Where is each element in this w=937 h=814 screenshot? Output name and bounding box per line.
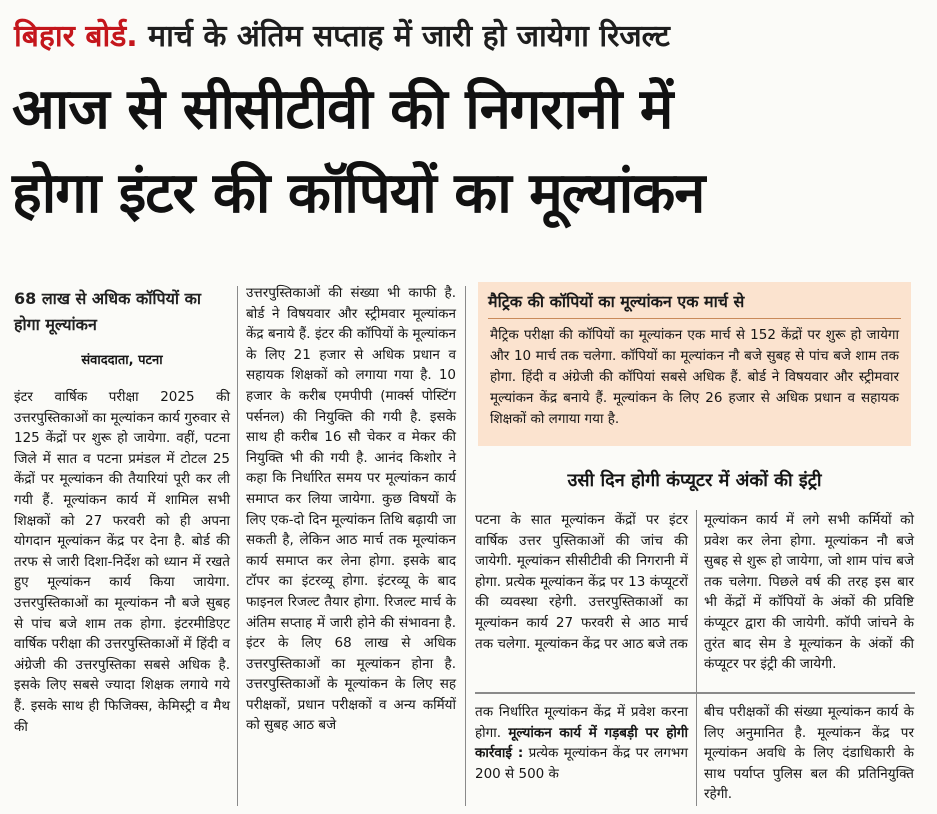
matric-highlight-box: [478, 282, 911, 446]
computer-col-left: [475, 510, 688, 654]
computer-col-right: [704, 510, 914, 675]
matric-box-title: मैट्रिक की कॉपियों का मूल्यांकन एक मार्च से: [488, 290, 901, 319]
byline: संवाददाता, पटना: [81, 353, 163, 368]
second-column-text: उत्तरपुस्तिकाओं की संख्या भी काफी है. बोर्ड ने विषयवार और स्ट्रीमवार मूल्यांकन केंद्र बनाये हैं. इंटर की कॉपियों के मूल्यांकन के लिए 21 हजार से अधिक प्रधान व सहायक शिक्षकों को लगाया गया है. 10 हजार के करीब एमपीपी (मार्क्स पोस्टिंग पर्सनल) की नियुक्ति की गयी है. इसके साथ ही करीब 16 सौ चेकर व मेकर की नियुक्ति भी की गयी है. आनंद किशोर ने कहा कि निर्धारित समय पर मूल्यांकन कार्य समाप्त कर लिया जायेगा. कुछ विषयों के लिए एक-दो दिन मूल्यांकन तिथि बढ़ायी जा सकती है, लेकिन आठ मार्च तक मूल्यांकन कार्य समाप्त कर लेना होगा. इसके बाद टॉपर का इंटरव्यू होगा. इंटरव्यू के बाद फाइनल रिजल्ट तैयार होगा. रिजल्ट मार्च के अंतिम सप्ताह में जारी होने की संभावना है. इंटर के लिए 68 लाख से अधिक उत्तरपुस्तिकाओं का मूल्यांकन होना है. उत्तरपुस्तिकाओं के मूल्यांकन के लिए सह परीक्षकों, प्रधान परीक्षकों व अन्य कर्मियों को सुबह आठ बजे: [246, 285, 456, 734]
column-divider-2: [465, 286, 466, 806]
headline-line-2: होगा इंटर की कॉपियों का मूल्यांकन: [12, 161, 705, 226]
left-subhead: 68 लाख से अधिक कॉपियों का होगा मूल्यांकन: [14, 289, 202, 334]
left-column-body: [14, 387, 230, 737]
computer-col-right-text: मूल्यांकन कार्य में लगे सभी कर्मियों को प्रवेश कर लेना होगा. मूल्यांकन नौ बजे सुबह से शुरू हो जायेगा, जो शाम पांच बजे तक चलेगा. पिछले वर्ष की तरह इस बार भी केंद्रों में कॉपियों के अंकों की प्रविष्टि कंप्यूटर द्वारा की जायेगी. कॉपी जांचने के तुरंत बाद सेम डे मूल्यांकन के अंकों की कंप्यूटर पर इंट्री की जायेगी.: [704, 512, 914, 673]
matric-box-body: मैट्रिक परीक्षा की कॉपियों का मूल्यांकन एक मार्च से 152 केंद्रों पर शुरू हो जायेगा और 10 मार्च तक चलेगा. कॉपियों का मूल्यांकन नौ बजे सुबह से पांच बजे शाम तक होगा. हिंदी व अंग्रेजी की कॉपियां सबसे अधिक हैं. बोर्ड ने विषयवार और स्ट्रीमवार मूल्यांकन केंद्र बनाये हैं. मूल्यांकन के लिए 26 हजार से अधिक प्रधान व सहायक शिक्षकों को लगाया गया है.: [490, 327, 899, 427]
bottom-col-right: [704, 702, 914, 805]
left-column-text: इंटर वार्षिक परीक्षा 2025 की उत्तरपुस्तिकाओं का मूल्यांकन कार्य गुरुवार से 125 केंद्रों पर शुरू हो जायेगा. वहीं, पटना जिले में सात व पटना प्रमंडल में टोटल 25 केंद्रों पर मूल्यांकन की तैयारियां पूरी कर ली गयी हैं. मूल्यांकन कार्य में शामिल सभी शिक्षकों को 27 फरवरी को ही अपना योगदान मूल्यांकन केंद्र पर देना है. बोर्ड की तरफ से जारी दिशा-निर्देश को ध्यान में रखते हुए मूल्यांकन कार्य किया जायेगा. उत्तरपुस्तिकाओं का मूल्यांकन नौ बजे सुबह से पांच बजे शाम तक होगा. इंटरमीडिएट वार्षिक परीक्षा की उत्तरपुस्तिकाओं में हिंदी व अंग्रेजी की उत्तरपुस्तिका सबसे अधिक है. इसके लिए सबसे ज्यादा शिक्षक लगाये गये हैं. इसके साथ ही फिजिक्स, केमिस्ट्री व मैथ की: [14, 389, 230, 735]
bottom-right-text: बीच परीक्षकों की संख्या मूल्यांकन कार्य के लिए अनुमानित है. मूल्यांकन केंद्र पर मूल्यांकन अवधि के लिए दंडाधिकारी के साथ पर्याप्त पुलिस बल की प्रतिनियुक्ति रहेगी.: [704, 704, 914, 803]
headline-line-1: आज से सीसीटीवी की निगरानी में: [12, 77, 673, 142]
bottom-left-body: प्रत्येक मूल्यांकन केंद्र पर लगभग 200 से 500 के: [475, 745, 688, 782]
bottom-left-subhead: मूल्यांकन कार्य में गड़बड़ी पर होगी कार्रवाई :: [475, 724, 688, 762]
kicker-text: मार्च के अंतिम सप्ताह में जारी हो जायेगा रिजल्ट: [148, 19, 670, 54]
section-divider: [475, 692, 915, 694]
kicker-line: [14, 14, 670, 55]
kicker-brand: बिहार बोर्ड.: [14, 19, 138, 54]
column-divider-1: [237, 286, 238, 806]
bottom-col-left: [475, 702, 688, 784]
computer-entry-subhead: उसी दिन होगी कंप्यूटर में अंकों की इंट्री: [567, 470, 822, 491]
computer-col-left-text: पटना के सात मूल्यांकन केंद्रों पर इंटर वार्षिक उत्तर पुस्तिकाओं की जांच की जायेगी. मूल्यांकन सीसीटीवी की निगरानी में होगा. प्रत्येक मूल्यांकन केंद्र पर 13 कंप्यूटरों की व्यवस्था रहेगी. उत्तरपुस्तिकाओं का मूल्यांकन कार्य 27 फरवरी से आठ मार्च तक चलेगा. मूल्यांकन केंद्र पर आठ बजे तक: [475, 512, 688, 652]
second-column-body: [246, 283, 456, 736]
headline: [12, 68, 927, 236]
bottom-left-intro: तक निर्धारित मूल्यांकन केंद्र में प्रवेश करना होगा.: [475, 704, 688, 741]
column-divider-3: [696, 510, 697, 806]
